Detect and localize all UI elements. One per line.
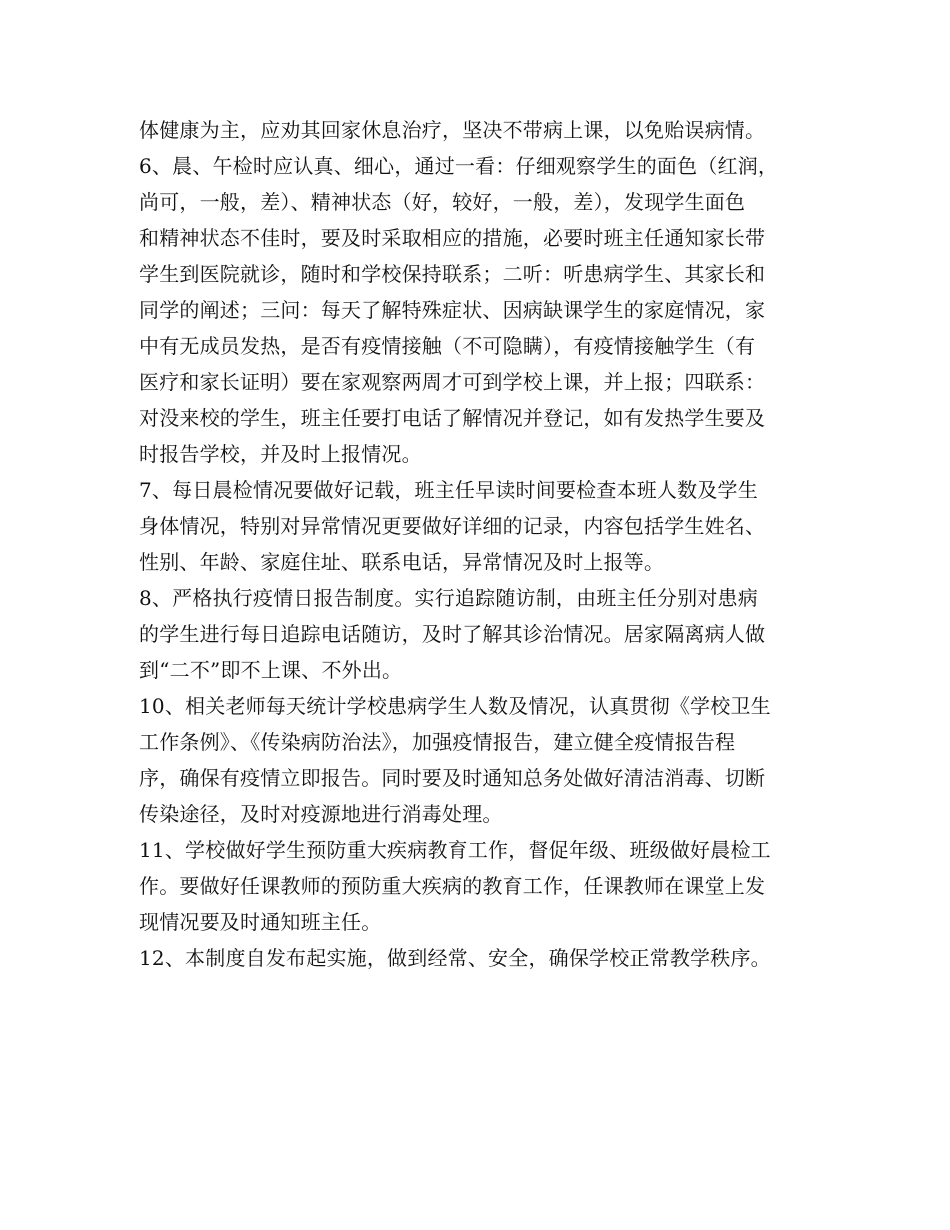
- text-line: 10、相关老师每天统计学校患病学生人数及情况，认真贯彻《学校卫生: [139, 694, 771, 718]
- text-line: 7、每日晨检情况要做好记载，班主任早读时间要检查本班人数及学生: [139, 478, 758, 502]
- text-line: 的学生进行每日追踪电话随访，及时了解其诊治情况。居家隔离病人做: [139, 622, 766, 646]
- text-line: 身体情况，特别对异常情况更要做好详细的记录，内容包括学生姓名、: [139, 514, 766, 538]
- text-line: 序，确保有疫情立即报告。同时要及时通知总务处做好清洁消毒、切断: [139, 766, 766, 790]
- text-line: 和精神状态不佳时，要及时采取相应的措施，必要时班主任通知家长带: [139, 226, 766, 250]
- document-body: [139, 112, 819, 976]
- text-line: 传染途径，及时对疫源地进行消毒处理。: [139, 802, 503, 826]
- text-line: 学生到医院就诊，随时和学校保持联系；二听：听患病学生、其家长和: [139, 262, 766, 286]
- text-line: 对没来校的学生，班主任要打电话了解情况并登记，如有发热学生要及: [139, 406, 766, 430]
- text-line: 同学的阐述；三问：每天了解特殊症状、因病缺课学生的家庭情况，家: [139, 298, 766, 322]
- text-line: 时报告学校，并及时上报情况。: [139, 442, 422, 466]
- text-line: 中有无成员发热，是否有疫情接触（不可隐瞒），有疫情接触学生（有: [139, 334, 756, 358]
- text-line: 尚可，一般，差）、精神状态（好，较好，一般，差），发现学生面色: [139, 190, 746, 214]
- text-line: 体健康为主，应劝其回家休息治疗，坚决不带病上课，以免贻误病情。: [139, 118, 766, 142]
- text-line: 8、严格执行疫情日报告制度。实行追踪随访制，由班主任分别对患病: [139, 586, 758, 610]
- text-line: 医疗和家长证明）要在家观察两周才可到学校上课，并上报；四联系：: [139, 370, 766, 394]
- text-line: 12、本制度自发布起实施，做到经常、安全，确保学校正常教学秩序。: [139, 946, 771, 970]
- text-line: 6、晨、午检时应认真、细心，通过一看：仔细观察学生的面色（红润，: [139, 154, 779, 178]
- text-line: 11、学校做好学生预防重大疾病教育工作，督促年级、班级做好晨检工: [139, 838, 771, 862]
- text-line: 到“二不”即不上课、不外出。: [139, 658, 403, 682]
- text-line: 作。要做好任课教师的预防重大疾病的教育工作，任课教师在课堂上发: [139, 874, 766, 898]
- text-line: 性别、年龄、家庭住址、联系电话，异常情况及时上报等。: [139, 550, 665, 574]
- text-line: 现情况要及时通知班主任。: [139, 910, 382, 934]
- text-line: 工作条例》、《传染病防治法》，加强疫情报告，建立健全疫情报告程: [139, 730, 736, 754]
